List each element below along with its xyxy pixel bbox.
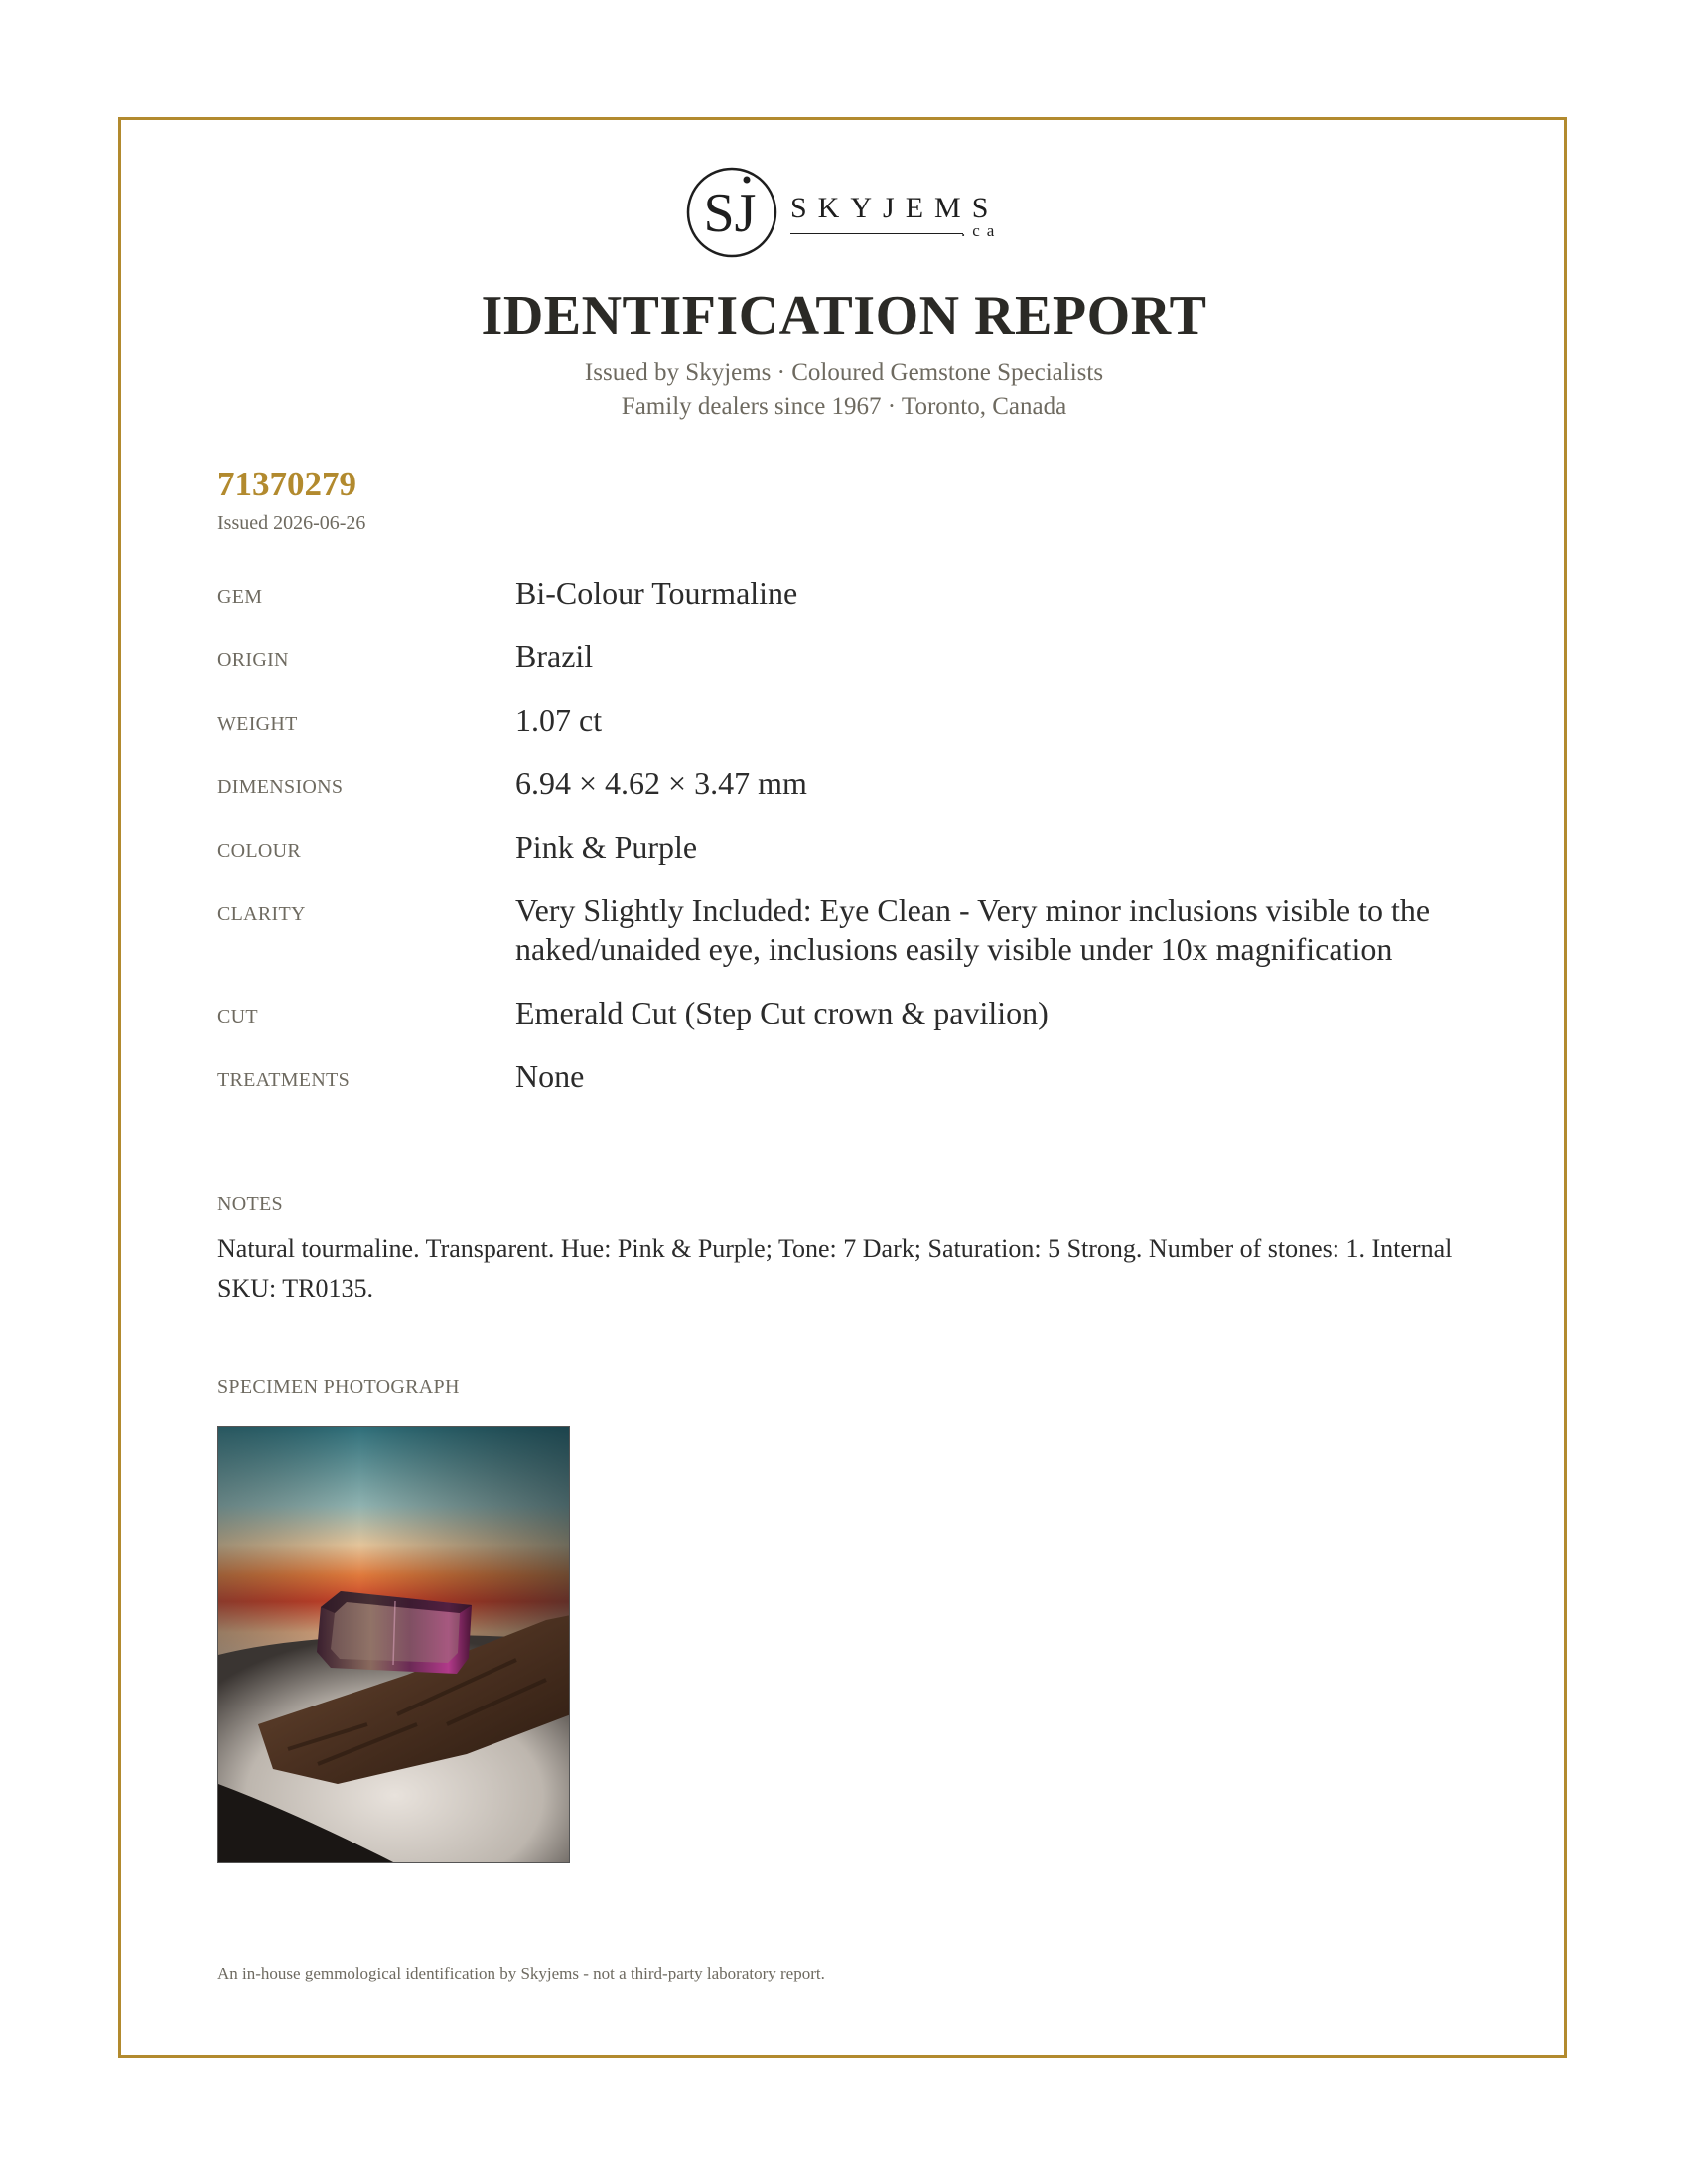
- detail-row-clarity: [217, 891, 1498, 969]
- detail-row-weight: [217, 701, 1498, 740]
- footer-disclaimer: An in-house gemmological identification by Skyjems - not a third-party laboratory report.: [217, 1964, 825, 1982]
- sj-monogram-icon: [685, 166, 778, 259]
- detail-value: None: [515, 1058, 585, 1094]
- detail-value: Emerald Cut (Step Cut crown & pavilion): [515, 995, 1049, 1030]
- report-number: 71370279: [217, 465, 356, 503]
- detail-row-treatments: [217, 1057, 1498, 1096]
- detail-value: 1.07 ct: [515, 702, 603, 738]
- detail-value: Brazil: [515, 638, 594, 674]
- detail-value: 6.94 × 4.62 × 3.47 mm: [515, 765, 807, 801]
- detail-label: COLOUR: [217, 840, 302, 862]
- detail-row-dimensions: [217, 764, 1498, 803]
- detail-label: WEIGHT: [217, 713, 298, 735]
- issue-date: Issued 2026-06-26: [217, 512, 366, 534]
- detail-label: CUT: [217, 1006, 258, 1027]
- svg-text:SJ: SJ: [703, 183, 757, 244]
- gem-details: [217, 574, 1498, 1121]
- detail-label: DIMENSIONS: [217, 776, 344, 798]
- report-subtitle-issuer: Issued by Skyjems · Coloured Gemstone Specialists: [584, 359, 1104, 386]
- notes-text: Natural tourmaline. Transparent. Hue: Pink & Purple; Tone: 7 Dark; Saturation: 5 Strong. Number of stones: 1. Internal SKU: TR0135.: [217, 1234, 1453, 1302]
- photo-heading: SPECIMEN PHOTOGRAPH: [217, 1376, 460, 1398]
- detail-value: Pink & Purple: [515, 829, 698, 865]
- detail-value: Very Slightly Included: Eye Clean - Very minor inclusions visible to the naked/unaided eye, inclusions easily visible under 10x magnification: [515, 892, 1431, 967]
- detail-value: Bi-Colour Tourmaline: [515, 575, 798, 611]
- report-title: IDENTIFICATION REPORT: [481, 285, 1207, 346]
- detail-label: GEM: [217, 586, 263, 608]
- gemstone-photo-image: [218, 1427, 570, 1863]
- specimen-photograph: [217, 1426, 570, 1863]
- detail-label: CLARITY: [217, 903, 306, 925]
- brand-wordmark: SKYJEMS: [790, 192, 1000, 224]
- detail-row-cut: [217, 994, 1498, 1032]
- detail-row-gem: [217, 574, 1498, 613]
- skyjems-logo: [685, 166, 1013, 261]
- brand-domain-suffix: .ca: [961, 221, 1002, 240]
- notes-heading: NOTES: [217, 1193, 283, 1215]
- report-subtitle-heritage: Family dealers since 1967 · Toronto, Canada: [621, 393, 1067, 420]
- detail-row-origin: [217, 637, 1498, 676]
- detail-label: ORIGIN: [217, 649, 289, 671]
- brand-rule: [790, 233, 963, 234]
- detail-row-colour: [217, 828, 1498, 867]
- detail-label: TREATMENTS: [217, 1069, 350, 1091]
